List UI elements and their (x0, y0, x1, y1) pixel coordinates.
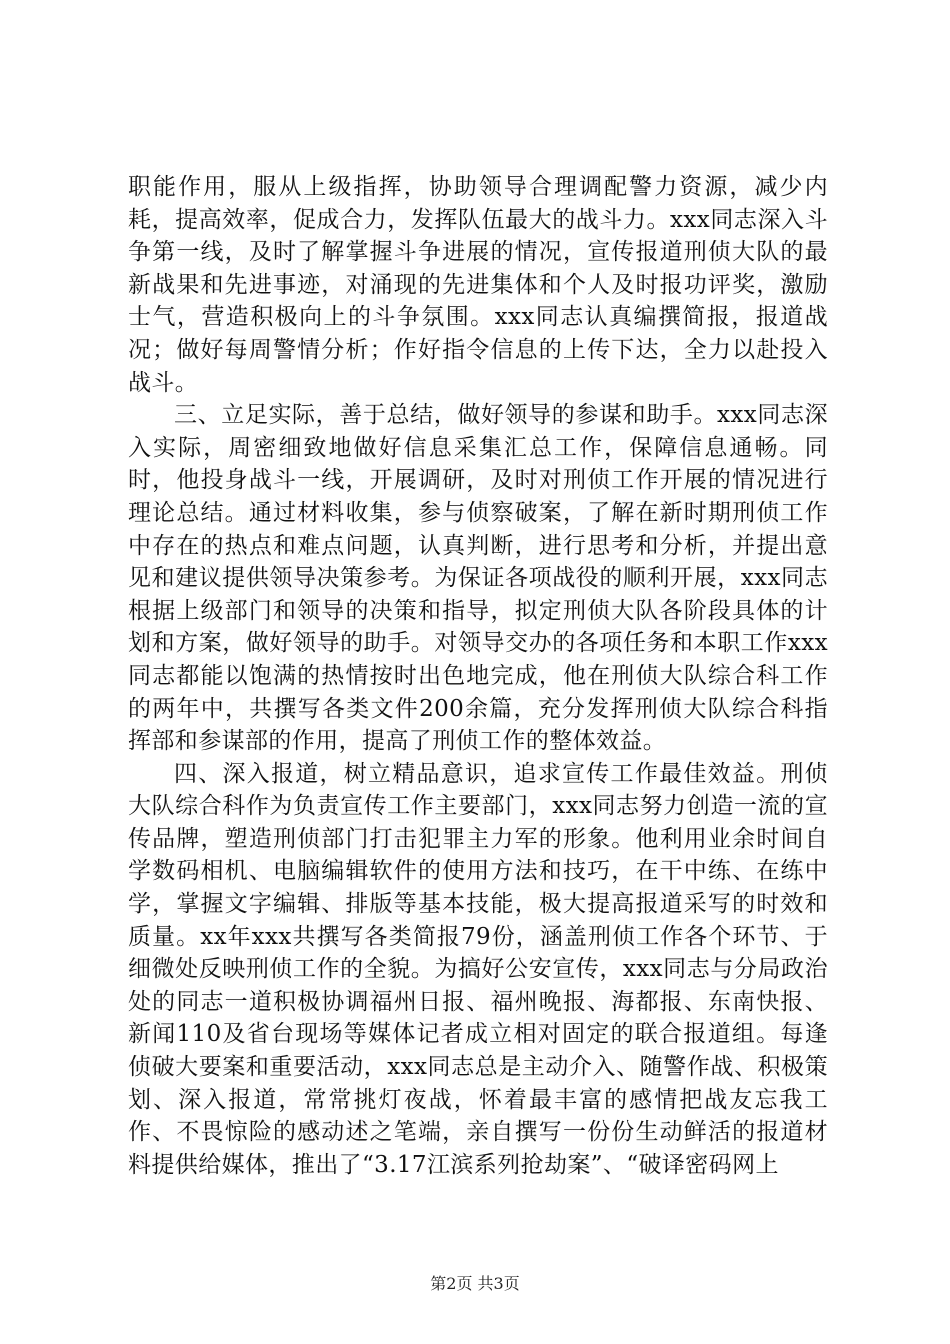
paragraph-continued: 职能作用，服从上级指挥，协助领导合理调配警力资源，减少内耗，提高效率，促成合力，发挥队伍最大的战斗力。xxx同志深入斗争第一线，及时了解掌握斗争进展的情况，宣传报道刑侦大队的最新战果和先进事迹，对涌现的先进集体和个人及时报功评奖，激励士气，营造积极向上的斗争氛围。xxx同志认真编撰简报，报道战况；做好每周警情分析；作好指令信息的上传下达，全力以赴投入战斗。 (128, 174, 828, 396)
paragraph-section-four: 四、深入报道，树立精品意识，追求宣传工作最佳效益。刑侦大队综合科作为负责宣传工作主要部门，xxx同志努力创造一流的宣传品牌，塑造刑侦部门打击犯罪主力军的形象。他利用业余时间自学数码相机、电脑编辑软件的使用方法和技巧，在干中练、在练中学，掌握文字编辑、排版等基本技能，极大提高报道采写的时效和质量。xx年xxx共撰写各类简报79份，涵盖刑侦工作各个环节、于细微处反映刑侦工作的全貌。为搞好公安宣传，xxx同志与分局政治处的同志一道积极协调福州日报、福州晚报、海都报、东南快报、新闻110及省台现场等媒体记者成立相对固定的联合报道组。每逢侦破大要案和重要活动，xxx同志总是主动介入、随警作战、积极策划、深入报道，常常挑灯夜战，怀着最丰富的感情把战友忘我工作、不畏惊险的感动述之笔端，亲自撰写一份份生动鲜活的报道材料提供给媒体，推出了“3.17江滨系列抢劫案”、“破译密码网上 (128, 760, 828, 1178)
paragraph-section-three: 三、立足实际，善于总结，做好领导的参谋和助手。xxx同志深入实际，周密细致地做好信息采集汇总工作，保障信息通畅。同时，他投身战斗一线，开展调研，及时对刑侦工作开展的情况进行理论总结。通过材料收集，参与侦察破案，了解在新时期刑侦工作中存在的热点和难点问题，认真判断，进行思考和分析，并提出意见和建议提供领导决策参考。为保证各项战役的顺利开展，xxx同志根据上级部门和领导的决策和指导，拟定刑侦大队各阶段具体的计划和方案，做好领导的助手。对领导交办的各项任务和本职工作xxx同志都能以饱满的热情按时出色地完成，他在刑侦大队综合科工作的两年中，共撰写各类文件200余篇，充分发挥刑侦大队综合科指挥部和参谋部的作用，提高了刑侦工作的整体效益。 (128, 402, 828, 755)
document-body (128, 171, 828, 1181)
page-footer: 第2页 共3页 (430, 1274, 520, 1293)
